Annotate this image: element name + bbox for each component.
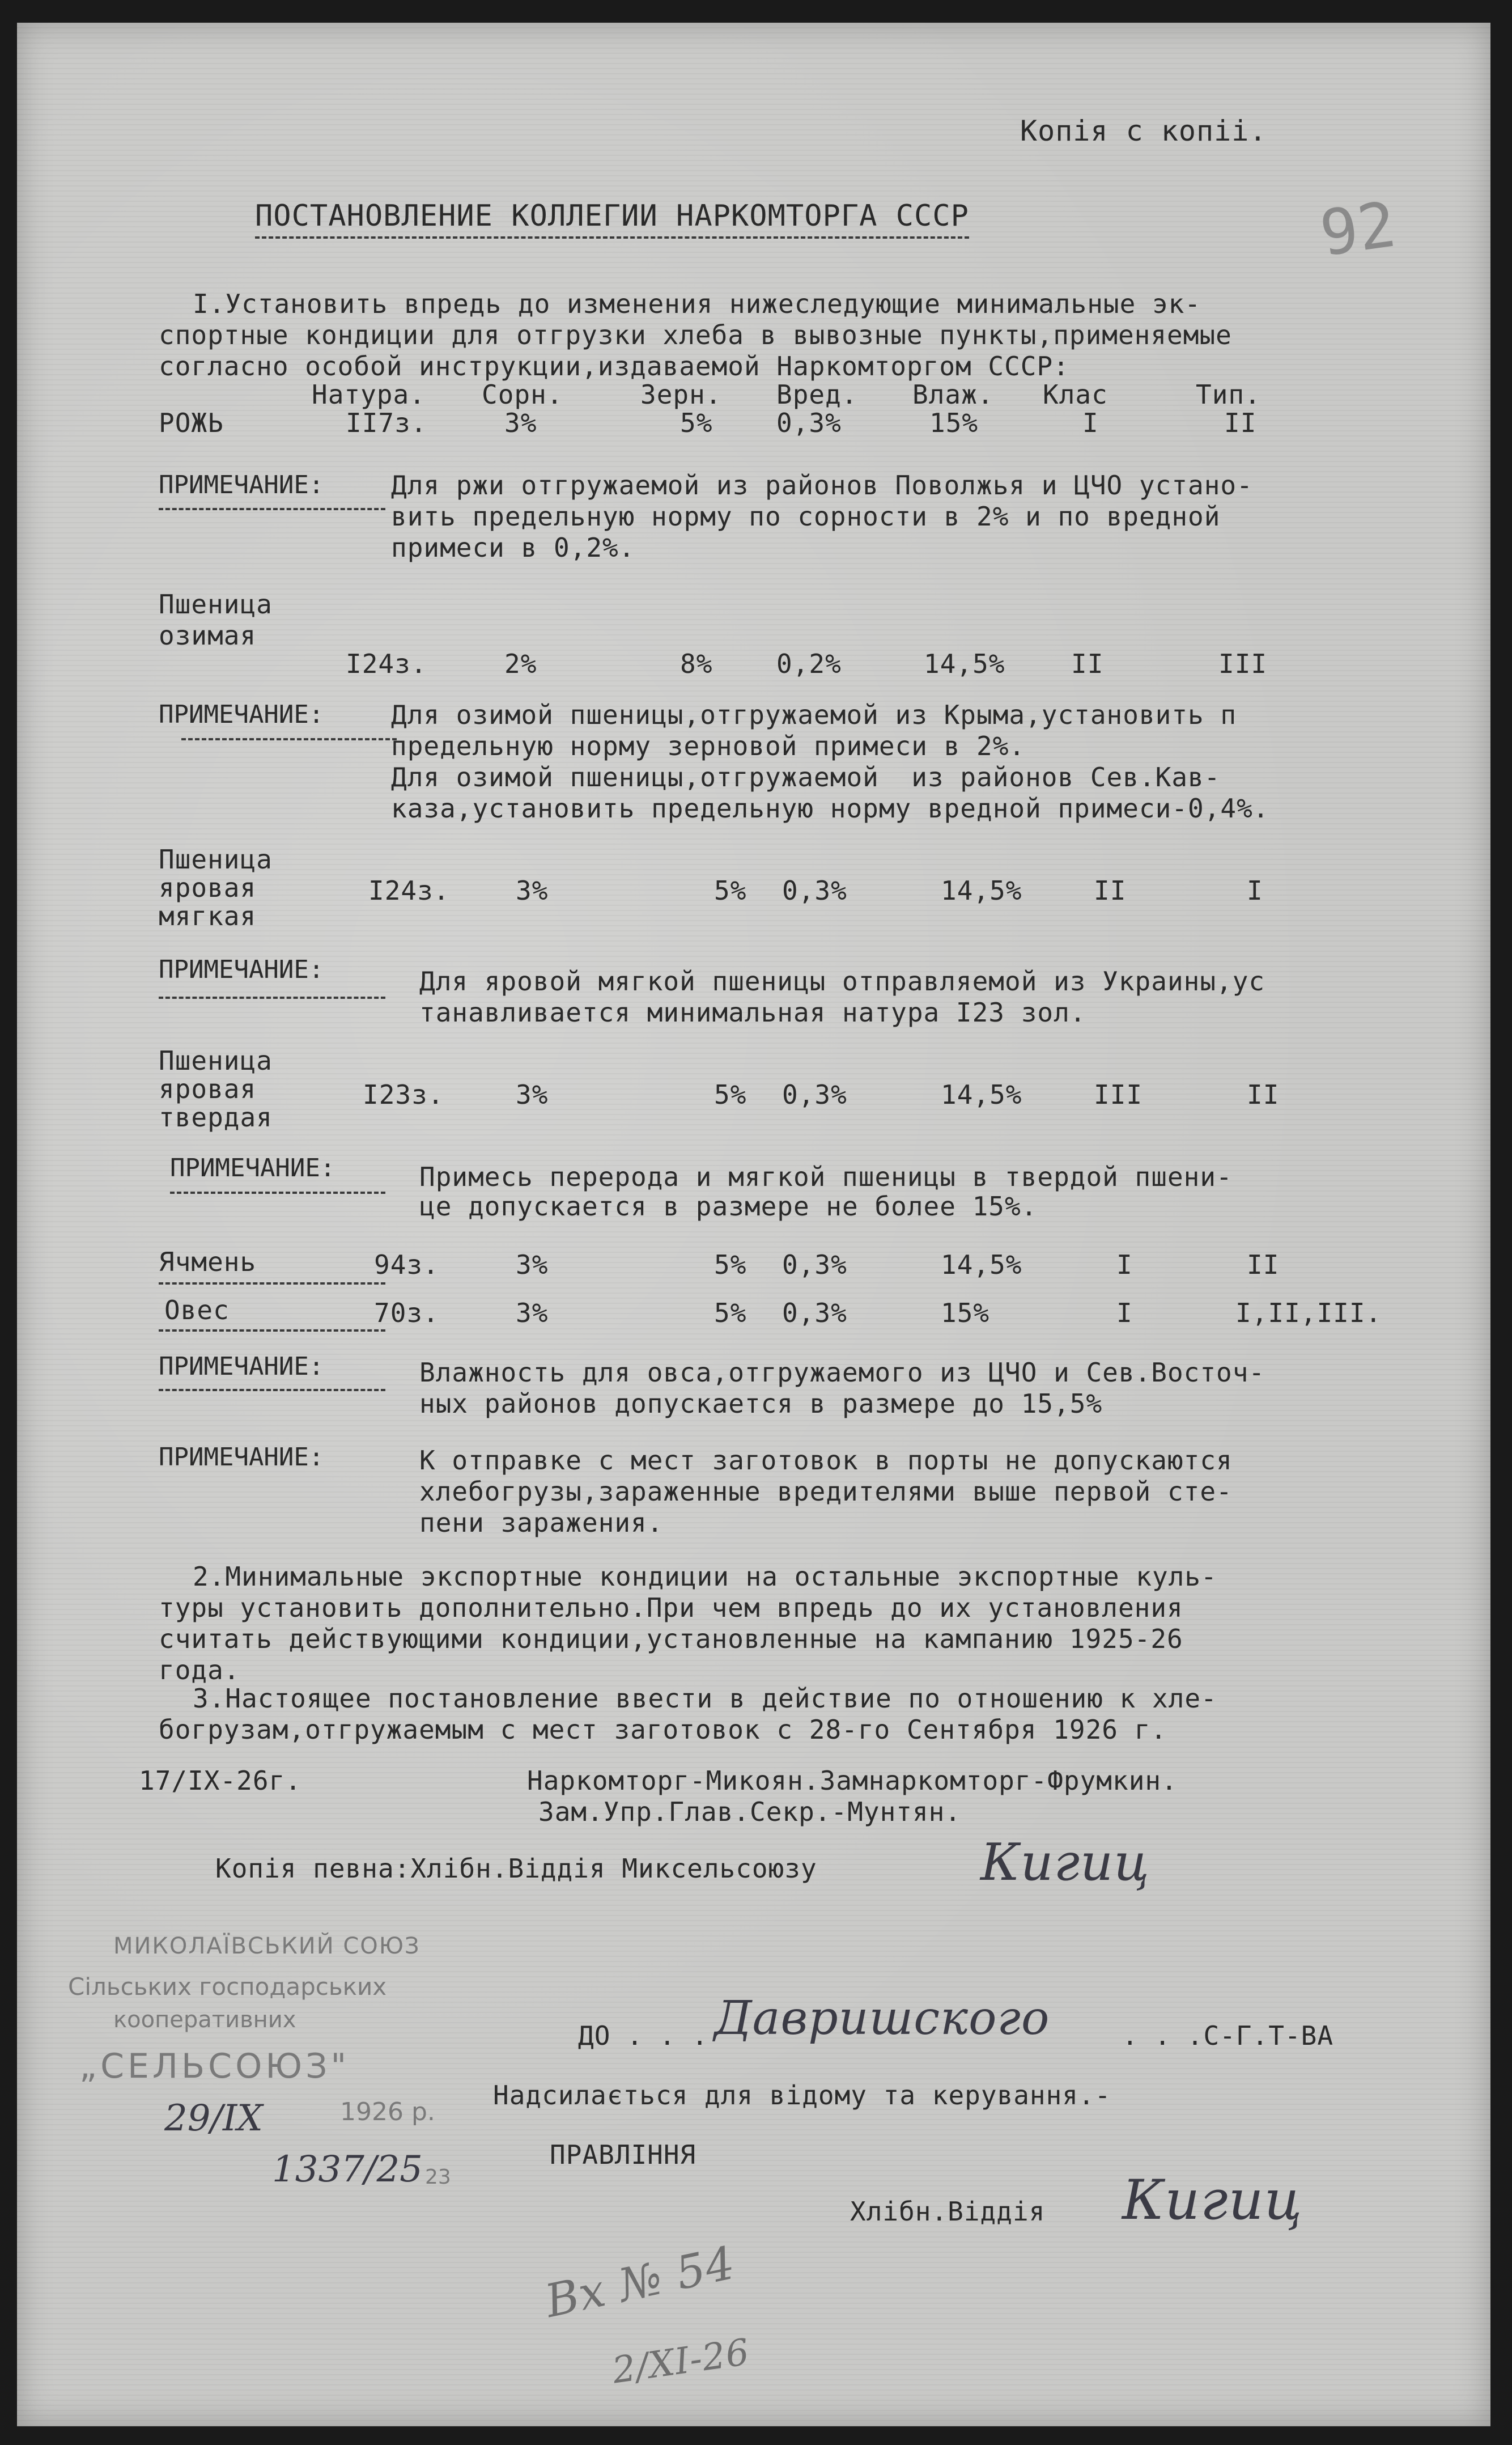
forward-to-suffix: . . .С-Г.Т-ВА [1122, 2020, 1334, 2051]
stamp-year: 1926 р. [340, 2097, 435, 2126]
note4-line2: це допускается в размере не более 15%. [419, 1191, 1038, 1222]
para1-line3: согласно особой инструкции,издаваемой Наркомторгом СССР: [159, 351, 1069, 382]
dept-label: Хлібн.Віддія [850, 2196, 1046, 2227]
cell-vred: 0,3% [782, 1079, 847, 1110]
header-zern: Зерн. [640, 379, 722, 410]
cell-zern: 5% [714, 1298, 747, 1328]
cell-klas: I [1116, 1298, 1133, 1328]
para2-line3: считать действующими кондиции,установленные на кампанию 1925-26 [159, 1624, 1183, 1654]
handwritten-signature-1: Кигиц [980, 1833, 1150, 1892]
note2-line4: каза,установить предельную норму вредной примеси-0,4%. [391, 793, 1269, 824]
cell-natura: I24з. [368, 875, 450, 906]
forward-to-name: Давришского [714, 1991, 1050, 2045]
note5-line1: Влажность для овса,отгружаемого из ЦЧО и Сев.Восточ- [419, 1357, 1265, 1388]
para2-line1: 2.Минимальные экспортные кондиции на остальные экспортные куль- [193, 1561, 1217, 1592]
row-underline [159, 1282, 385, 1285]
row-name: яровая [159, 1074, 257, 1104]
cell-klas: II [1094, 875, 1127, 906]
cell-vred: 0,3% [776, 408, 842, 438]
stamp-number: 1337/25 [272, 2149, 423, 2190]
para1-line1: I.Установить впредь до изменения нижеследующие минимальные эк- [193, 289, 1201, 319]
organization-stamp [68, 1933, 465, 2251]
cell-zern: 5% [714, 875, 747, 906]
cell-sorn: 3% [516, 875, 549, 906]
note-underline [181, 738, 397, 740]
margin-page-number: 92 [1315, 188, 1400, 270]
cell-klas: I [1082, 408, 1099, 438]
note1-line2: вить предельную норму по сорности в 2% и по вредной [391, 501, 1221, 532]
copy-note: Копія с копіі. [1020, 115, 1267, 147]
row-name: Ячмень [159, 1247, 257, 1277]
board-label: ПРАВЛІННЯ [550, 2139, 696, 2170]
cell-vlazh: 14,5% [941, 1079, 1022, 1110]
stamp-date: 29/IX [164, 2097, 263, 2139]
signatures-line1: Наркомторг-Микоян.Замнаркомторг-Фрумкин. [527, 1765, 1178, 1796]
row-name: Овес [164, 1295, 230, 1325]
para2-line4: года. [159, 1655, 240, 1685]
cell-tip: I,II,III. [1235, 1298, 1382, 1328]
row-name: РОЖЬ [159, 408, 224, 438]
note-underline [170, 1192, 385, 1194]
note2-line3: Для озимой пшеницы,отгружаемой из районов Сев.Кав- [391, 762, 1221, 793]
copy-certified: Копія певна:Хлібн.Віддія Миксельсоюзу [215, 1853, 817, 1884]
forward-text: Надсилається для відому та керування.- [493, 2080, 1111, 2111]
cell-zern: 5% [680, 408, 713, 438]
row-name: мягкая [159, 901, 257, 931]
header-klas: Клас [1043, 379, 1108, 410]
stamp-line: кооперативних [113, 2007, 296, 2033]
row-name: твердая [159, 1102, 273, 1133]
cell-natura: 70з. [374, 1298, 439, 1328]
header-tip: Тип. [1196, 379, 1261, 410]
row-name: Пшеница [159, 589, 273, 620]
cell-tip: III [1218, 649, 1268, 679]
para3-line2: богрузам,отгружаемым с мест заготовок с 28-го Сентября 1926 г. [159, 1714, 1167, 1745]
note2-line1: Для озимой пшеницы,отгружаемой из Крыма,установить п [391, 700, 1237, 730]
para1-line2: спортные кондиции для отгрузки хлеба в вывозные пункты,применяемые [159, 320, 1232, 350]
stamp-line: Сільських господарських [68, 1973, 387, 2001]
cell-tip: II [1247, 1079, 1280, 1110]
stamp-suffix: 23 [425, 2166, 451, 2189]
cell-vred: 0,2% [776, 649, 842, 679]
note-label: ПРИМЕЧАНИЕ: [159, 1443, 324, 1472]
note-label: ПРИМЕЧАНИЕ: [159, 471, 324, 499]
cell-vred: 0,3% [782, 1249, 847, 1280]
note6-line2: хлебогрузы,зараженные вредителями выше первой сте- [419, 1476, 1233, 1507]
note-label: ПРИМЕЧАНИЕ: [159, 955, 324, 984]
note6-line1: К отправке с мест заготовок в порты не допускаются [419, 1445, 1233, 1476]
note2-line2: предельную норму зерновой примеси в 2%. [391, 731, 1026, 761]
cell-vlazh: 14,5% [924, 649, 1005, 679]
para2-line2: туры установить дополнительно.При чем впредь до их установления [159, 1592, 1183, 1623]
row-name: Пшеница [159, 1045, 273, 1076]
cell-vlazh: 14,5% [941, 1249, 1022, 1280]
handwritten-signature-2: Кигиц [1122, 2168, 1303, 2232]
cell-klas: I [1116, 1249, 1133, 1280]
cell-natura: 94з. [374, 1249, 439, 1280]
note-label: ПРИМЕЧАНИЕ: [170, 1154, 335, 1183]
row-underline [159, 1329, 385, 1332]
cell-tip: I [1247, 875, 1263, 906]
stamp-line: МИКОЛАЇВСЬКИЙ СОЮЗ [113, 1933, 421, 1959]
para3-line1: 3.Настоящее постановление ввести в действие по отношению к хле- [193, 1683, 1217, 1714]
cell-natura: II7з. [346, 408, 427, 438]
header-natura: Натура. [312, 379, 426, 410]
note3-line2: танавливается минимальная натура I23 зол. [419, 997, 1086, 1028]
cell-klas: III [1094, 1079, 1143, 1110]
note3-line1: Для яровой мягкой пшеницы отправляемой из Украины,ус [419, 966, 1265, 997]
row-name: озимая [159, 620, 257, 651]
cell-sorn: 2% [504, 649, 537, 679]
note5-line2: ных районов допускается в размере до 15,5% [419, 1388, 1103, 1419]
cell-sorn: 3% [504, 408, 537, 438]
cell-zern: 8% [680, 649, 713, 679]
note-underline [159, 508, 385, 510]
row-name: Пшеница [159, 844, 273, 875]
note-underline [159, 997, 385, 999]
document-page [17, 23, 1490, 2426]
cell-sorn: 3% [516, 1079, 549, 1110]
cell-sorn: 3% [516, 1249, 549, 1280]
note-label: ПРИМЕЧАНИЕ: [159, 700, 324, 729]
cell-klas: II [1071, 649, 1104, 679]
header-vlazh: Влаж. [912, 379, 994, 410]
row-name: яровая [159, 872, 257, 903]
cell-vlazh: 14,5% [941, 875, 1022, 906]
cell-tip: II [1224, 408, 1257, 438]
note-label: ПРИМЕЧАНИЕ: [159, 1352, 324, 1381]
cell-vred: 0,3% [782, 875, 847, 906]
cell-vlazh: 15% [941, 1298, 990, 1328]
cell-vlazh: 15% [929, 408, 979, 438]
document-title: ПОСТАНОВЛЕНИЕ КОЛЛЕГИИ НАРКОМТОРГА СССР [255, 201, 969, 239]
note1-line1: Для ржи отгружаемой из районов Поволжья и ЦЧО устано- [391, 470, 1253, 501]
forward-to-prefix: ДО . . . [578, 2020, 708, 2051]
cell-zern: 5% [714, 1249, 747, 1280]
signatures-line2: Зам.Упр.Глав.Секр.-Мунтян. [538, 1796, 962, 1827]
header-sorn: Сорн. [482, 379, 563, 410]
archive-mark: Вх № 54 [540, 2236, 740, 2328]
cell-tip: II [1247, 1249, 1280, 1280]
cell-natura: I23з. [363, 1079, 444, 1110]
document-date: 17/IX-26г. [139, 1765, 301, 1796]
cell-vred: 0,3% [782, 1298, 847, 1328]
note4-line1: Примесь перерода и мягкой пшеницы в твердой пшени- [419, 1162, 1233, 1192]
header-vred: Вред. [776, 379, 858, 410]
note1-line3: примеси в 0,2%. [391, 532, 635, 563]
cell-zern: 5% [714, 1079, 747, 1110]
note-underline [159, 1389, 385, 1391]
cell-sorn: 3% [516, 1298, 549, 1328]
stamp-line: „СЕЛЬСОЮЗ" [79, 2046, 350, 2086]
cell-natura: I24з. [346, 649, 427, 679]
note6-line3: пени заражения. [419, 1507, 664, 1538]
archive-date: 2/XI-26 [610, 2331, 753, 2392]
